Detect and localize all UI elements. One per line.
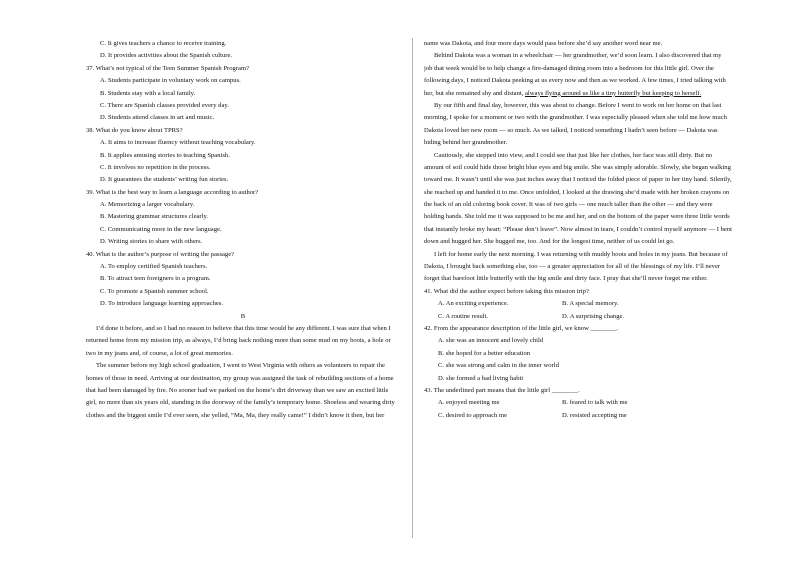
- paragraph-line: [424, 38, 742, 50]
- answer-option: [86, 174, 400, 186]
- answer-option: [86, 88, 400, 100]
- line-text: down and hugged her. She hugged me, too. And for the longest time, neither of us could let go.: [424, 238, 675, 246]
- line-text: 42. From the appearance description of the little girl, we know ________.: [424, 324, 619, 332]
- paragraph-start-line: [424, 249, 742, 261]
- answer-option: [86, 211, 400, 223]
- paragraph-line: [424, 174, 742, 186]
- paragraph-start-line: [424, 150, 742, 162]
- answer-option-pair: [424, 298, 742, 310]
- paragraph-line: [424, 224, 742, 236]
- answer-option: [86, 199, 400, 211]
- line-text: homes of those in need. Arriving at our destination, my group was assigned the task of rebuilding sections of a home: [86, 374, 394, 382]
- line-text: D. To introduce language learning approaches.: [100, 300, 224, 308]
- answer-option: [86, 112, 400, 124]
- paragraph-line: [424, 125, 742, 137]
- line-text: C. It involves no repetition in the process.: [100, 163, 211, 171]
- answer-option: D. A surprising change.: [562, 312, 625, 320]
- line-text: Dakota loved her new room — so much. As we talked, I noticed something I hadn’t seen before — Dakota was: [424, 126, 718, 134]
- paragraph-line: [424, 199, 742, 211]
- line-text: name was Dakota, and four more days would pass before she’d say another word near me.: [424, 40, 663, 47]
- paragraph-line: [424, 88, 742, 100]
- line-text: 43. The underlined part means that the little girl ________.: [424, 386, 580, 394]
- answer-option: [86, 224, 400, 236]
- line-text: C. she was strong and calm in the inner world: [438, 362, 559, 370]
- line-text: forget that barefoot little butterfly with the big smile and dirty face. I pray that she’ll never forget me either.: [424, 275, 708, 283]
- line-text: clothes and the biggest smile I’d ever seen, she yelled, “Ma, Ma, they really came!” I didn’t know it then, but her: [86, 411, 385, 419]
- question-line: [424, 385, 742, 397]
- line-text: D. she formed a bad living habit: [438, 374, 524, 382]
- answer-option: [424, 360, 742, 372]
- line-text: girl, no more than six years old, standing in the doorway of the family’s temporary home. Shoeless and wearing dirty: [86, 399, 395, 407]
- right-column: [424, 38, 742, 422]
- paragraph-line: [86, 373, 400, 385]
- answer-option: [86, 50, 400, 62]
- line-text: D. It provides activities about the Spanish culture.: [100, 52, 233, 60]
- paragraph-line: [86, 335, 400, 347]
- line-text: B. To attract teen foreigners to a program.: [100, 275, 211, 283]
- line-text: returned home from my mission trip, as always, I’d bring back nothing more than some mud on my boots, a hole or: [86, 337, 391, 345]
- line-text: A. Memorizing a larger vocabulary.: [100, 201, 195, 209]
- answer-option: [86, 75, 400, 87]
- line-text: following days, I noticed Dakota peeking at us every now and then as we worked. A few times, I tried talking with: [424, 77, 726, 85]
- line-text: 39. What is the best way to learn a language according to author?: [86, 188, 259, 196]
- line-text: B. It applies amusing stories to teaching Spanish.: [100, 151, 230, 159]
- line-text: B. Mastering grammar structures clearly.: [100, 213, 208, 221]
- paragraph-line: [424, 236, 742, 248]
- column-divider: [412, 38, 413, 538]
- line-text: B: [240, 312, 246, 320]
- question-line: [86, 125, 400, 137]
- line-text: D. Students attend classes in art and music.: [100, 114, 215, 122]
- answer-option: [86, 137, 400, 149]
- paragraph-line: [424, 211, 742, 223]
- paragraph-line: [424, 187, 742, 199]
- line-text: 38. What do you know about TPRS?: [86, 126, 183, 134]
- answer-option: [86, 162, 400, 174]
- question-line: [86, 249, 400, 261]
- answer-option: B. A special memory.: [562, 300, 619, 308]
- line-text: that had been damaged by fire. No sooner had we parked on the home’s dirt driveway than we saw an excited little: [86, 386, 389, 394]
- underlined-phrase: always flying around us like a tiny butterfly but keeping to herself.: [525, 89, 702, 97]
- left-column: [86, 38, 400, 422]
- line-text: amount of soil could hide those bright blue eyes and big smile. She was simply adorable. Slowly, she began walking: [424, 163, 731, 171]
- question-line: [86, 63, 400, 75]
- question-line: [424, 323, 742, 335]
- line-text: The summer before my high school graduation, I went to West Virginia with others as volunteers to repair the: [96, 362, 385, 370]
- line-text: D. It guarantees the students’ writing fun stories.: [100, 176, 229, 184]
- paragraph-line: [424, 162, 742, 174]
- section-heading: [86, 311, 400, 323]
- paragraph-line: [424, 261, 742, 273]
- line-text: morning, I spoke for a moment or two with the grandmother. I was especially pleased when she told me how much: [424, 114, 727, 122]
- line-text: 40. What is the author’s purpose of writing the passage?: [86, 250, 235, 258]
- line-text: A. It aims to increase fluency without teaching vocabulary.: [100, 139, 256, 147]
- paragraph-start-line: [424, 50, 742, 62]
- line-text: holding hands. She told me it was supposed to be me and her, and on the bottom of the paper were three little words: [424, 213, 730, 221]
- line-text: C. To promote a Spanish summer school.: [100, 287, 209, 295]
- line-text: two in my jeans and, of course, a lot of great memories.: [86, 349, 233, 357]
- paragraph-line: [424, 112, 742, 124]
- answer-option-pair: [424, 397, 742, 409]
- line-text: C. There are Spanish classes provided every day.: [100, 101, 229, 109]
- answer-option: B. feared to talk with me: [562, 399, 628, 407]
- line-text: By our fifth and final day, however, this was about to change. Before I went to work on her home on that last: [434, 101, 722, 109]
- paragraph-line: [86, 410, 400, 422]
- line-text: A. To employ certified Spanish teachers.: [100, 263, 208, 271]
- line-text: Behind Dakota was a woman in a wheelchair — her grandmother, we’d soon learn. I also discovered that my: [434, 52, 722, 60]
- paragraph-line: [424, 75, 742, 87]
- answer-option: [86, 261, 400, 273]
- answer-option-pair: [424, 410, 742, 422]
- line-text: Cautiously, she stepped into view, and I could see that just like her clothes, her face was still dirty. But no: [434, 151, 713, 159]
- line-text: C. Communicating more in the new language.: [100, 225, 222, 233]
- line-text: D. Writing stories to share with others.: [100, 238, 203, 246]
- line-text: B. Students stay with a local family.: [100, 89, 196, 97]
- answer-option: [424, 373, 742, 385]
- question-line: [424, 286, 742, 298]
- answer-option: A. An exciting experience.: [438, 300, 509, 308]
- line-text: her, but she remained shy and distant,: [424, 89, 525, 97]
- paragraph-line: [424, 137, 742, 149]
- line-text: C. It gives teachers a chance to receive training.: [100, 40, 227, 47]
- answer-option: [424, 348, 742, 360]
- line-text: she reached up and handed it to me. Once unfolded, I looked at the drawing she’d made with her broken crayons on: [424, 188, 730, 196]
- line-text: the back of an old coloring book cover. It was of two girls — one much taller than the other — and they were: [424, 201, 713, 209]
- answer-option: [86, 100, 400, 112]
- paragraph-start-line: [86, 323, 400, 335]
- line-text: hiding behind her grandmother.: [424, 139, 508, 147]
- paragraph-start-line: [424, 100, 742, 112]
- line-text: job that week would be to help change a fire-damaged dining room into a bedroom for this little girl. Over the: [424, 64, 714, 72]
- paragraph-line: [424, 273, 742, 285]
- answer-option: C. desired to approach me: [438, 411, 508, 419]
- answer-option-pair: [424, 311, 742, 323]
- answer-option: D. resisted accepting me: [562, 411, 627, 419]
- answer-option: [86, 38, 400, 50]
- line-text: Dakota, I brought back something else, too — a greater appreciation for all of the blessings of my life. I’ll never: [424, 263, 721, 271]
- line-text: 37. What’s not typical of the Teen Summer Spanish Program?: [86, 64, 250, 72]
- answer-option: [86, 150, 400, 162]
- line-text: I’d done it before, and so I had no reason to believe that this time would be any different. I was sure that when I: [96, 324, 391, 332]
- line-text: A. Students participate in voluntary work on campus.: [100, 77, 241, 85]
- line-text: A. she was an innocent and lovely child: [438, 337, 544, 345]
- answer-option: [424, 335, 742, 347]
- line-text: I left for home early the next morning. I was returning with muddy boots and holes in my jeans. But because of: [434, 250, 728, 258]
- question-line: [86, 187, 400, 199]
- answer-option: A. enjoyed meeting me: [438, 399, 500, 407]
- answer-option: [86, 236, 400, 248]
- answer-option: [86, 273, 400, 285]
- paragraph-line: [86, 348, 400, 360]
- paragraph-line: [86, 397, 400, 409]
- paragraph-line: [86, 385, 400, 397]
- line-text: toward me. It wasn’t until she was just inches away that I noticed the folded piece of paper in her tiny hand. Silently,: [424, 176, 732, 184]
- line-text: that instantly broke my heart: “Please don’t leave”. Now almost in tears, I couldn’t control myself anymore — I bent: [424, 225, 732, 233]
- paragraph-line: [424, 63, 742, 75]
- answer-option: C. A routine result.: [438, 312, 488, 320]
- line-text: B. she hoped for a better education: [438, 349, 531, 357]
- answer-option: [86, 286, 400, 298]
- line-text: 41. What did the author expect before taking this mission trip?: [424, 287, 589, 295]
- answer-option: [86, 298, 400, 310]
- paragraph-start-line: [86, 360, 400, 372]
